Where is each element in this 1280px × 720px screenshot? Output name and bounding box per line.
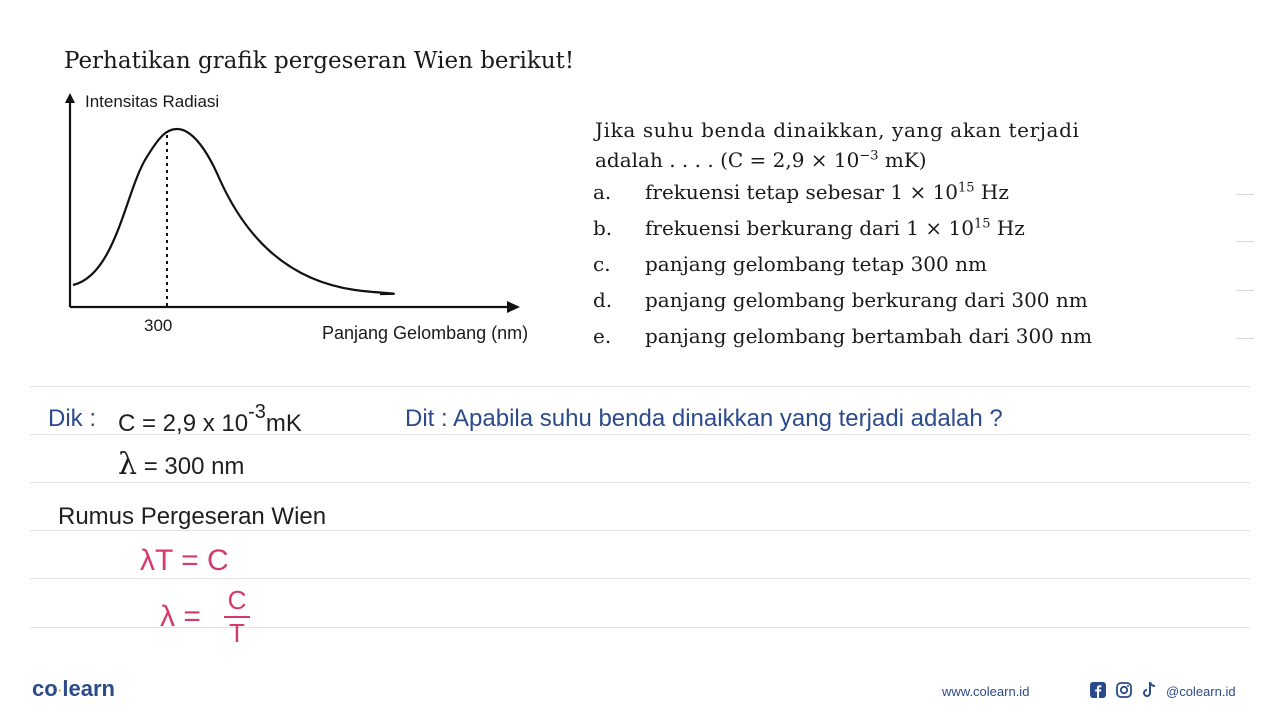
stem-exponent: −3 xyxy=(859,148,879,164)
option-exponent: 15 xyxy=(958,180,975,196)
option-text xyxy=(645,324,1092,348)
instagram-icon[interactable] xyxy=(1116,682,1132,698)
option-text-main: frekuensi tetap sebesar 1 × 10 xyxy=(645,180,959,204)
option-letter: c. xyxy=(593,252,611,276)
dik-c-exponent: -3 xyxy=(248,401,266,423)
formula2-numerator: C xyxy=(227,585,247,615)
question-stem-line1: Jika suhu benda dinaikkan, yang akan terjadi xyxy=(595,118,1080,142)
radiation-curve xyxy=(73,129,394,294)
option-text-main: panjang gelombang tetap 300 nm xyxy=(645,252,987,276)
rumus-title: Rumus Pergeseran Wien xyxy=(58,503,327,530)
dik-lambda xyxy=(118,447,244,482)
option-letter: b. xyxy=(593,216,613,240)
margin-tick xyxy=(1236,338,1254,339)
option-letter: a. xyxy=(593,180,612,204)
graph-peak-label: 300 xyxy=(144,316,173,335)
tiktok-icon[interactable] xyxy=(1141,681,1157,699)
brand-right: learn xyxy=(62,676,115,701)
option-text-main: panjang gelombang bertambah dari 300 nm xyxy=(645,324,1093,348)
graph-x-label: Panjang Gelombang (nm) xyxy=(322,323,529,343)
dik-c-prefix: C = 2,9 x 10 xyxy=(118,410,249,437)
website-link[interactable]: www.colearn.id xyxy=(942,684,1030,699)
option-text xyxy=(645,252,987,276)
brand-left: co xyxy=(32,676,58,701)
formula2-lhs: λ = xyxy=(160,600,201,633)
option-text-main: frekuensi berkurang dari 1 × 10 xyxy=(645,216,974,240)
lambda-value: = 300 nm xyxy=(143,453,245,480)
formula2-fraction xyxy=(222,585,252,649)
wien-graph-svg xyxy=(55,85,575,355)
option-text-unit: Hz xyxy=(990,216,1025,240)
dit-text: Dit : Apabila suhu benda dinaikkan yang terjadi adalah ? xyxy=(405,405,1003,432)
formula-lambda-t xyxy=(140,544,229,578)
dik-c-value xyxy=(118,401,302,438)
margin-tick xyxy=(1236,241,1254,242)
option-letter: e. xyxy=(593,324,612,348)
option-text-unit: Hz xyxy=(974,180,1009,204)
y-axis-arrow xyxy=(65,93,75,103)
formula-lambda-ratio xyxy=(160,600,201,634)
question-stem-line2 xyxy=(595,148,927,172)
question-title: Perhatikan grafik pergeseran Wien berikut! xyxy=(64,48,575,74)
dik-c-unit: mK xyxy=(265,410,302,437)
margin-tick xyxy=(1236,290,1254,291)
dik-label: Dik : xyxy=(48,405,96,432)
facebook-icon[interactable] xyxy=(1090,682,1106,698)
answer-option[interactable] xyxy=(593,252,1193,288)
answer-option[interactable] xyxy=(593,180,1193,216)
brand-logo[interactable] xyxy=(32,676,115,702)
stem-suffix: mK) xyxy=(878,148,927,172)
answer-options xyxy=(593,180,1193,360)
answer-option[interactable] xyxy=(593,324,1193,360)
notebook-rule xyxy=(30,627,1250,628)
notebook-rule xyxy=(30,578,1250,579)
notebook-rule xyxy=(30,482,1250,483)
social-handle[interactable]: @colearn.id xyxy=(1166,684,1236,699)
option-text-main: panjang gelombang berkurang dari 300 nm xyxy=(645,288,1088,312)
stem-prefix: adalah . . . . (C = 2,9 × 10 xyxy=(595,148,860,172)
option-text xyxy=(645,180,1009,204)
x-axis-arrow xyxy=(507,301,520,313)
answer-option[interactable] xyxy=(593,288,1193,324)
formula1-rhs: = C xyxy=(181,544,229,577)
option-letter: d. xyxy=(593,288,613,312)
margin-tick xyxy=(1236,194,1254,195)
notebook-rule xyxy=(30,386,1250,387)
lambda-symbol: λ xyxy=(118,447,138,482)
wien-graph xyxy=(55,85,575,355)
graph-y-label: Intensitas Radiasi xyxy=(85,92,220,111)
brand-dot: · xyxy=(57,682,63,699)
answer-option[interactable] xyxy=(593,216,1193,252)
option-text xyxy=(645,288,1088,312)
formula2-denominator: T xyxy=(229,618,245,648)
option-exponent: 15 xyxy=(973,216,991,232)
formula1-lhs: λT xyxy=(140,544,173,577)
option-text xyxy=(645,216,1025,240)
